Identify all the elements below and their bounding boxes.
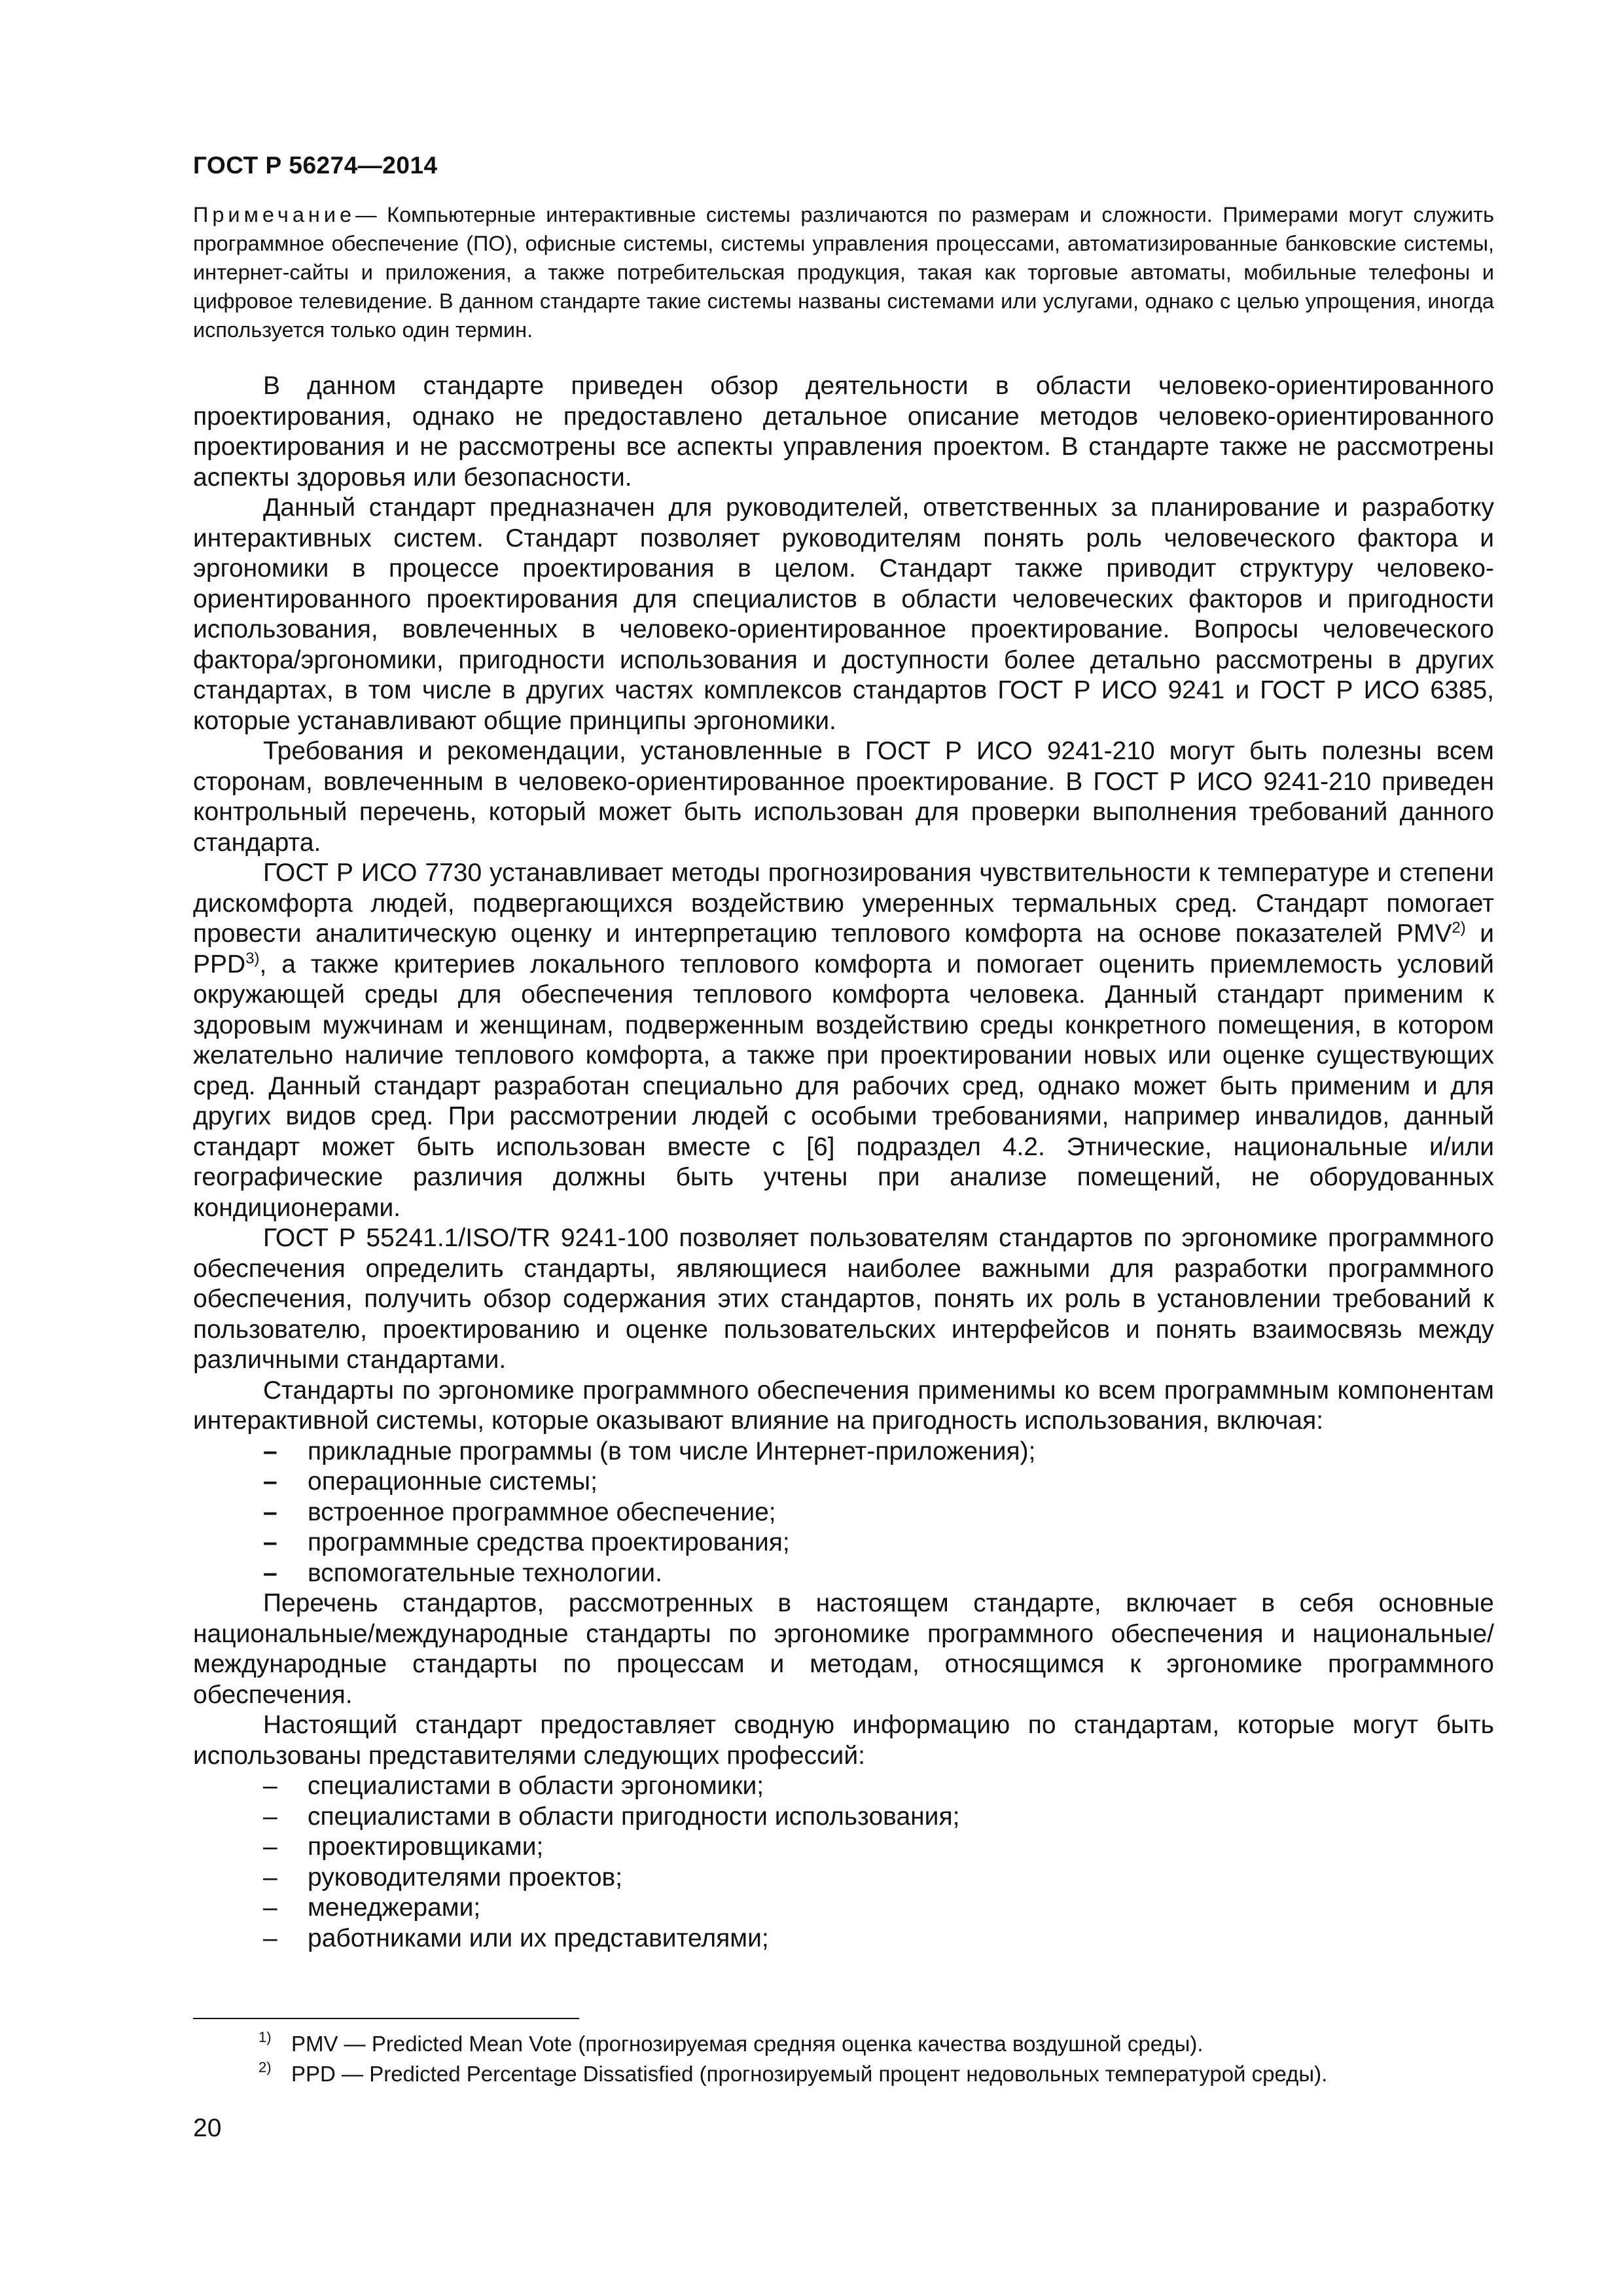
- note-label: Примечание: [193, 203, 356, 226]
- list-dash: –: [263, 1528, 277, 1556]
- list-dash: –: [263, 1772, 277, 1800]
- footnote-text: PPD — Predicted Percentage Dissatisfied (прогнозируемый процент недовольных температурой среды).: [291, 2062, 1328, 2086]
- list-item-text: руководителями проектов;: [308, 1863, 623, 1892]
- paragraph-1: В данном стандарте приведен обзор деятельности в области человеко-ориентированного проектирования, однако не предоставлено детальное описание методов человеко-ориентированного проектирования и не рассмотрены все аспекты управления проектом. В стандарте также не рассмотрены аспекты здоровья или безопасности.: [193, 372, 1494, 492]
- list-item-text: проектировщиками;: [308, 1833, 544, 1861]
- list-item: [193, 1467, 1494, 1498]
- list-dash: –: [263, 1437, 277, 1465]
- list-dash: –: [263, 1467, 277, 1496]
- software-components-list: [193, 1437, 1494, 1589]
- list-item: [193, 1893, 1494, 1924]
- paragraph-7: Перечень стандартов, рассмотренных в настоящем стандарте, включает в себя основные национальные/международные стандарты по эргономике программного обеспечения и национальные/международные стандарты по процессам и методам, относящимся к эргономике программного обеспечения.: [193, 1589, 1494, 1709]
- footnote-ref-2: 2): [1452, 919, 1466, 937]
- document-header: ГОСТ Р 56274—2014: [193, 152, 438, 179]
- page-number: 20: [193, 2114, 222, 2142]
- list-dash: –: [263, 1924, 277, 1952]
- list-item: [193, 1558, 1494, 1589]
- list-dash: –: [263, 1802, 277, 1831]
- paragraph-8: Настоящий стандарт предоставляет сводную информацию по стандартам, которые могут быть использованы представителями следующих профессий:: [193, 1711, 1494, 1770]
- paragraph-4: [193, 858, 1494, 1223]
- list-item: [193, 1771, 1494, 1802]
- paragraph-4-part-3: , а также критериев локального теплового комфорта и помогает оценить приемлемость условий окружающей среды для обеспечения теплового комфорта человека. Данный стандарт применим к здоровым мужчинам и женщинам, подверженным воздействию среды конкретного помещения, в котором желательно наличие теплового комфорта, а также при проектировании новых или оценке существующих сред. Данный стандарт разработан специально для рабочих сред, однако может быть применим и для других видов сред. При рассмотрении людей с особыми требованиями, например инвалидов, данный стандарт может быть использован вместе с [6] подраздел 4.2. Этнические, национальные и/или географические различия должны быть учтены при анализе помещений, не оборудованных кондиционерами.: [193, 950, 1494, 1222]
- note-dash: —: [355, 203, 377, 226]
- list-item-text: прикладные программы (в том числе Интернет-приложения);: [308, 1437, 1036, 1465]
- main-text: [193, 371, 1494, 1954]
- footnote-mark: 1): [259, 2029, 272, 2045]
- footnote-2: [259, 2059, 1502, 2089]
- footnote-divider: [193, 2018, 579, 2019]
- footnote-text: PMV — Predicted Mean Vote (прогнозируемая средняя оценка качества воздушной среды).: [291, 2032, 1204, 2056]
- footnote-1: [259, 2029, 1502, 2059]
- list-item: [193, 1832, 1494, 1863]
- list-item-text: вспомогательные технологии.: [308, 1558, 662, 1587]
- footnote-ref-3: 3): [245, 949, 260, 967]
- list-item: [193, 1498, 1494, 1528]
- list-item: [193, 1528, 1494, 1558]
- list-item: [193, 1437, 1494, 1467]
- paragraph-4-part-2: и PPD: [193, 920, 1494, 978]
- list-item-text: встроенное программное обеспечение;: [308, 1498, 776, 1526]
- list-item-text: операционные системы;: [308, 1467, 597, 1496]
- list-item-text: специалистами в области пригодности использования;: [308, 1802, 960, 1831]
- paragraph-3: Требования и рекомендации, установленные в ГОСТ Р ИСО 9241-210 могут быть полезны всем сторонам, вовлеченным в человеко-ориентированное проектирование. В ГОСТ Р ИСО 9241-210 приведен контрольный перечень, который может быть использован для проверки выполнения требований данного стандарта.: [193, 737, 1494, 857]
- note-text: Компьютерные интерактивные системы различаются по размерам и сложности. Примерами могут служить программное обеспечение (ПО), офисные системы, системы управления процессами, автоматизированные банковские системы, интернет-сайты и приложения, а также потребительская продукция, такая как торговые автоматы, мобильные телефоны и цифровое телевидение. В данном стандарте такие системы названы системами или услугами, однако с целью упрощения, иногда используется только один термин.: [193, 203, 1494, 342]
- list-item: [193, 1802, 1494, 1833]
- footnotes: [259, 2029, 1502, 2089]
- list-dash: –: [263, 1863, 277, 1892]
- list-item: [193, 1863, 1494, 1893]
- paragraph-2: Данный стандарт предназначен для руководителей, ответственных за планирование и разработку интерактивных систем. Стандарт позволяет руководителям понять роль человеческого фактора и эргономики в процессе проектирования в целом. Стандарт также приводит структуру человеко-ориентированного проектирования для специалистов в области человеческих факторов и пригодности использования, вовлеченных в человеко-ориентированное проектирование. Вопросы человеческого фактора/эргономики, пригодности использования и доступности более детально рассмотрены в других стандартах, в том числе в других частях комплексов стандартов ГОСТ Р ИСО 9241 и ГОСТ Р ИСО 6385, которые устанавливают общие принципы эргономики.: [193, 493, 1494, 735]
- list-dash: –: [263, 1833, 277, 1861]
- list-item: [193, 1924, 1494, 1954]
- list-item-text: программные средства проектирования;: [308, 1528, 790, 1556]
- list-dash: –: [263, 1558, 277, 1587]
- paragraph-5: ГОСТ Р 55241.1/ISO/TR 9241-100 позволяет пользователям стандартов по эргономике программного обеспечения определить стандарты, являющиеся наиболее важными для разработки программного обеспечения, получить обзор содержания этих стандартов, понять их роль в установлении требований к пользователю, проектированию и оценке пользовательских интерфейсов и понять взаимосвязь между различными стандартами.: [193, 1224, 1494, 1374]
- professions-list: [193, 1771, 1494, 1954]
- footnote-mark: 2): [259, 2059, 272, 2075]
- list-item-text: специалистами в области эргономики;: [308, 1772, 764, 1800]
- list-item-text: менеджерами;: [308, 1893, 481, 1922]
- note-block: [193, 200, 1494, 344]
- list-dash: –: [263, 1498, 277, 1526]
- paragraph-4-part-1: ГОСТ Р ИСО 7730 устанавливает методы прогнозирования чувствительности к температуре и степени дискомфорта людей, подвергающихся воздействию умеренных термальных сред. Стандарт помогает провести аналитическую оценку и интерпретацию теплового комфорта на основе показателей PMV: [193, 859, 1494, 948]
- paragraph-6: Стандарты по эргономике программного обеспечения применимы ко всем программным компонентам интерактивной системы, которые оказывают влияние на пригодность использования, включая:: [193, 1376, 1494, 1435]
- list-item-text: работниками или их представителями;: [308, 1924, 769, 1952]
- list-dash: –: [263, 1893, 277, 1922]
